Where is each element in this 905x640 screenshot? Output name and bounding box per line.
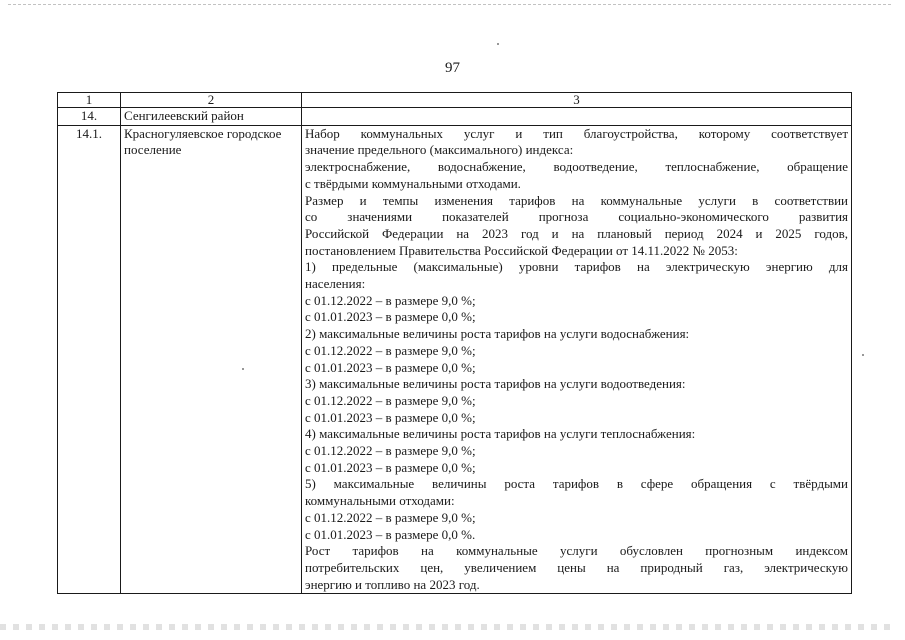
entry-content: [302, 125, 852, 594]
scan-artifact-bottom: [0, 624, 895, 630]
content-line: с 01.12.2022 – в размере 9,0 %;: [305, 392, 476, 408]
entry-row: [58, 125, 852, 594]
content-line: с 01.01.2023 – в размере 0,0 %;: [305, 459, 476, 475]
district-name: Сенгилеевский район: [121, 108, 302, 126]
content-line: 5) максимальные величины роста тарифов в сфере обращения с твёрдыми: [305, 476, 848, 492]
scan-speck: [497, 43, 499, 45]
district-row: [58, 108, 852, 126]
content-line: электроснабжение, водоснабжение, водоотведение, теплоснабжение, обращение: [305, 159, 848, 175]
content-line: 1) предельные (максимальные) уровни тарифов на электрическую энергию для: [305, 259, 848, 275]
tariff-table: [57, 92, 852, 594]
scan-speck: [862, 354, 864, 356]
header-col-1: 1: [58, 93, 121, 108]
content-line: с 01.12.2022 – в размере 9,0 %;: [305, 509, 476, 525]
content-line: с твёрдыми коммунальными отходами.: [305, 175, 521, 191]
content-line: значение предельного (максимального) индекса:: [305, 142, 574, 158]
content-line: с 01.01.2023 – в размере 0,0 %.: [305, 526, 476, 542]
page-number: 97: [445, 60, 460, 76]
content-line: населения:: [305, 276, 366, 292]
scan-speck: [242, 368, 244, 370]
content-line: Рост тарифов на коммунальные услуги обусловлен прогнозным индексом: [305, 543, 848, 559]
content-line: потребительских цен, увеличением цены на природный газ, электрическую: [305, 559, 848, 575]
header-col-2: 2: [121, 93, 302, 108]
content-line: с 01.01.2023 – в размере 0,0 %;: [305, 359, 476, 375]
content-line: 4) максимальные величины роста тарифов на услуги теплоснабжения:: [305, 426, 696, 442]
header-col-3: 3: [302, 93, 852, 108]
content-line: 3) максимальные величины роста тарифов на услуги водоотведения:: [305, 376, 686, 392]
content-line: Российской Федерации на 2023 год и на плановый период 2024 и 2025 годов,: [305, 225, 848, 241]
content-line: с 01.01.2023 – в размере 0,0 %;: [305, 309, 476, 325]
content-line: энергию и топливо на 2023 год.: [305, 576, 480, 592]
scan-artifact-top: [8, 4, 891, 7]
content-line: постановлением Правительства Российской Федерации от 14.11.2022 № 2053:: [305, 242, 738, 258]
content-line: с 01.12.2022 – в размере 9,0 %;: [305, 292, 476, 308]
content-line: с 01.12.2022 – в размере 9,0 %;: [305, 443, 476, 459]
content-line: Размер и темпы изменения тарифов на коммунальные услуги в соответствии: [305, 192, 848, 208]
content-line: с 01.01.2023 – в размере 0,0 %;: [305, 409, 476, 425]
content-line: со значениями показателей прогноза социально-экономического развития: [305, 209, 848, 225]
entry-number: 14.1.: [58, 125, 121, 594]
content-line: с 01.12.2022 – в размере 9,0 %;: [305, 342, 476, 358]
content-line: Набор коммунальных услуг и тип благоустройства, которому соответствует: [305, 125, 848, 141]
content-line: коммунальными отходами:: [305, 493, 455, 509]
district-empty-cell: [302, 108, 852, 126]
entry-name: Красногуляевское городское поселение: [121, 125, 302, 594]
content-line: 2) максимальные величины роста тарифов на услуги водоснабжения:: [305, 326, 690, 342]
district-number: 14.: [58, 108, 121, 126]
table-header-row: [58, 93, 852, 108]
